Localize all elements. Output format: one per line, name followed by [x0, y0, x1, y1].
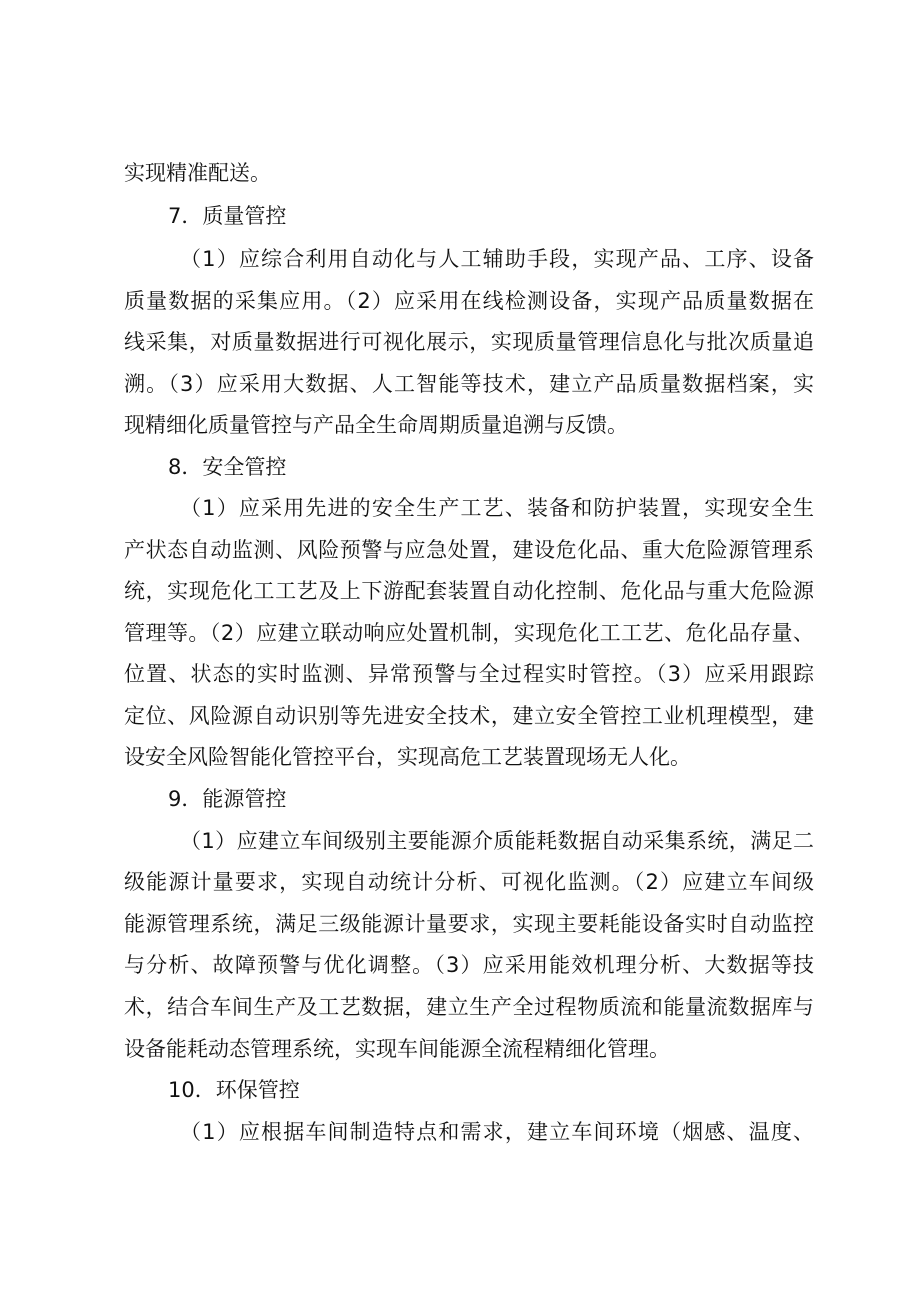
section-8-heading: 8．安全管控: [168, 455, 287, 479]
section-9-heading: 9．能源管控: [168, 787, 287, 811]
section-10-line-1: （1）应根据车间制造特点和需求，建立车间环境（烟感、温度、: [180, 1120, 814, 1144]
section-8-line-1: （1）应采用先进的安全生产工艺、装备和防护装置，实现安全生: [180, 496, 814, 520]
section-8-line-6: 定位、风险源自动识别等先进安全技术，建立安全管控工业机理模型，建: [124, 704, 814, 728]
section-7-heading: 7．质量管控: [168, 204, 287, 228]
section-8-line-2: 产状态自动监测、风险预警与应急处置，建设危化品、重大危险源管理系: [124, 538, 814, 562]
section-7-line-3: 线采集，对质量数据进行可视化展示，实现质量管理信息化与批次质量追: [124, 330, 814, 354]
section-9-line-1: （1）应建立车间级别主要能源介质能耗数据自动采集系统，满足二: [180, 829, 814, 853]
section-9-line-5: 术，结合车间生产及工艺数据，建立生产全过程物质流和能量流数据库与: [124, 995, 814, 1019]
section-7-line-5: 现精细化质量管控与产品全生命周期质量追溯与反馈。: [124, 413, 628, 437]
intro-tail-line: 实现精准配送。: [124, 161, 271, 185]
section-8-line-3: 统，实现危化工工艺及上下游配套装置自动化控制、危化品与重大危险源: [124, 579, 814, 603]
section-7-line-2: 质量数据的采集应用。（2）应采用在线检测设备，实现产品质量数据在: [124, 289, 814, 313]
section-9-line-6: 设备能耗动态管理系统，实现车间能源全流程精细化管理。: [124, 1037, 670, 1061]
section-9-line-4: 与分析、故障预警与优化调整。（3）应采用能效机理分析、大数据等技: [124, 953, 814, 977]
section-9-line-3: 能源管理系统，满足三级能源计量要求，实现主要耗能设备实时自动监控: [124, 912, 814, 936]
section-10-heading: 10．环保管控: [168, 1078, 300, 1102]
section-7-line-4: 溯。（3）应采用大数据、人工智能等技术，建立产品质量数据档案，实: [124, 372, 814, 396]
section-9-line-2: 级能源计量要求，实现自动统计分析、可视化监测。（2）应建立车间级: [124, 870, 814, 894]
section-8-line-5: 位置、状态的实时监测、异常预警与全过程实时管控。（3）应采用跟踪: [124, 662, 814, 686]
section-7-line-1: （1）应综合利用自动化与人工辅助手段，实现产品、工序、设备: [180, 247, 814, 271]
section-8-line-7: 设安全风险智能化管控平台，实现高危工艺装置现场无人化。: [124, 745, 691, 769]
section-8-line-4: 管理等。（2）应建立联动响应处置机制，实现危化工工艺、危化品存量、: [124, 621, 814, 645]
